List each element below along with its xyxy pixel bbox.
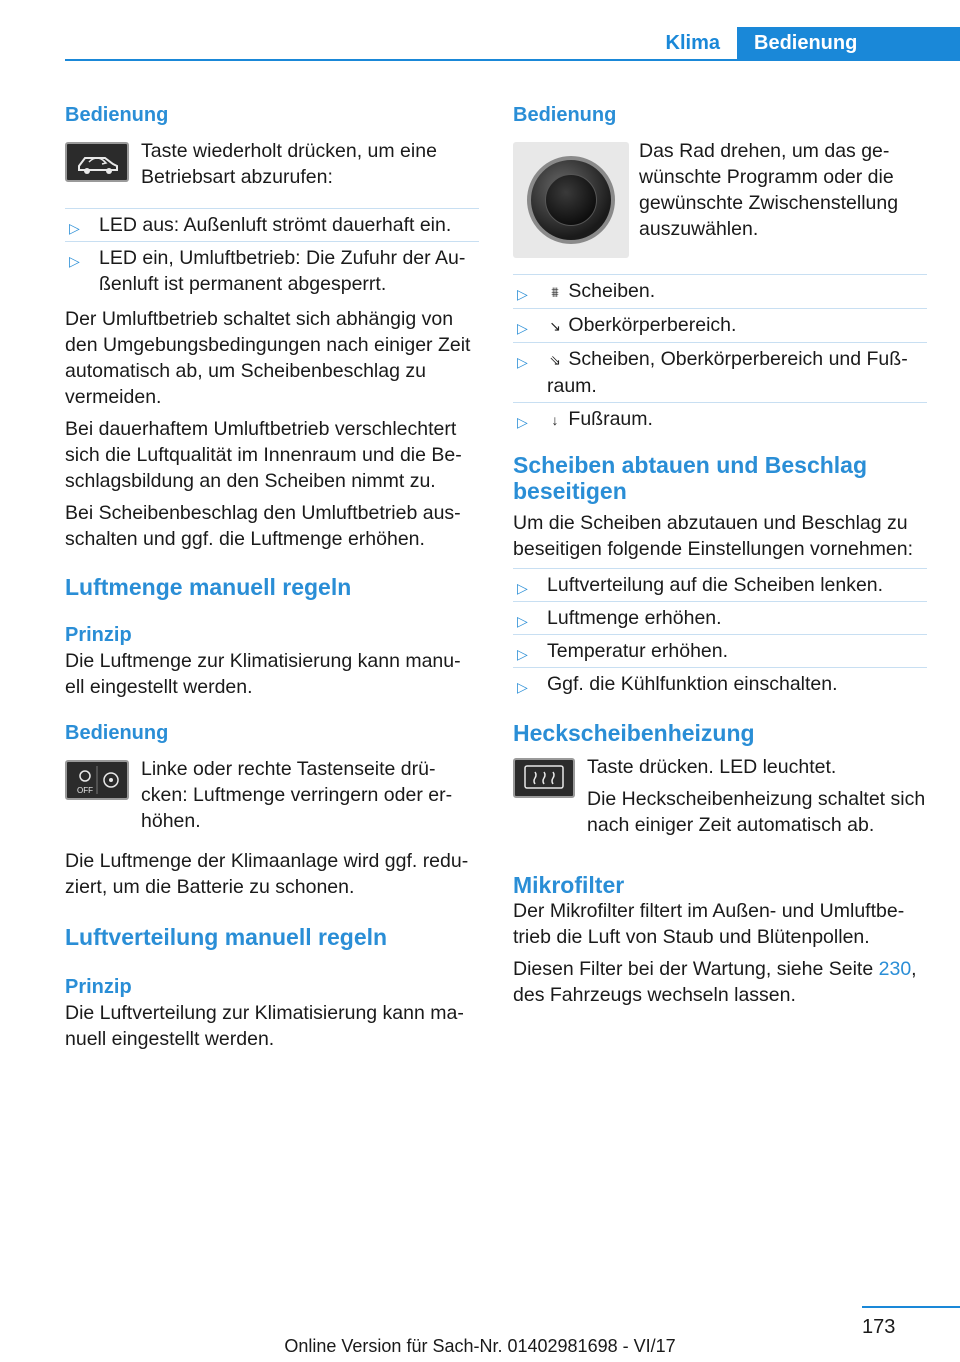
paragraph: Die Luftmenge zur Klimatisierung kann manu-ell eingestellt werden. xyxy=(65,650,461,698)
triangle-bullet-icon: ▷ xyxy=(517,320,528,336)
paragraph: Der Umluftbetrieb schaltet sich abhängig von den Umgebungsbedingungen nach einiger Zeit automatisch ab, um Scheibenbeschlag zu vermeiden. xyxy=(65,308,471,408)
recirculation-text: Taste wiederholt drücken, um eine Betriebsart abzurufen: xyxy=(141,140,437,188)
triangle-bullet-icon: ▷ xyxy=(517,646,528,662)
paragraph: Die Luftverteilung zur Klimatisierung kann ma-nuell eingestellt werden. xyxy=(65,1002,464,1050)
fan-button-icon xyxy=(65,760,129,800)
subheading-prinzip: Prinzip xyxy=(65,624,132,646)
paragraph: Die Luftmenge der Klimaanlage wird ggf. redu-ziert, um die Batterie zu schonen. xyxy=(65,850,469,898)
list-item: ▷ LED ein, Umluftbetrieb: Die Zufuhr der Au-ßenluft ist permanent abgesperrt. xyxy=(65,241,479,300)
header-chapter[interactable]: Bedienung xyxy=(737,27,960,61)
section-title-heckscheibe: Heckscheibenheizung xyxy=(513,720,755,746)
distribution-block xyxy=(513,138,927,274)
footer-divider xyxy=(862,1306,960,1308)
list-item: ▷ Luftverteilung auf die Scheiben lenken. xyxy=(513,568,927,601)
footer-text: Online Version für Sach-Nr. 01402981698 - VI/17 xyxy=(284,1336,676,1356)
triangle-bullet-icon: ▷ xyxy=(517,414,528,430)
list-item: ▷ LED aus: Außenluft strömt dauerhaft ein. xyxy=(65,208,479,241)
recirculation-block xyxy=(65,138,479,198)
paragraph: Bei dauerhaftem Umluftbetrieb verschlechtert sich die Luftqualität im Innenraum und die Be-schlagsbildung an den Scheiben nimmt zu. xyxy=(65,418,462,492)
subheading-prinzip: Prinzip xyxy=(65,976,132,998)
triangle-bullet-icon: ▷ xyxy=(69,220,80,236)
list-item: ▷ Ggf. die Kühlfunktion einschalten. xyxy=(513,667,927,700)
defrost-bullets xyxy=(513,568,927,700)
fan-text: Linke oder rechte Tastenseite drü-cken: Luftmenge verringern oder er-höhen. xyxy=(141,758,453,832)
distribution-bullets xyxy=(513,274,927,436)
list-item: ▷ ⩩ Scheiben. xyxy=(513,274,927,308)
triangle-bullet-icon: ▷ xyxy=(69,253,80,269)
section-title-abtauen: Scheiben abtauen und Beschlag beseitigen xyxy=(513,452,868,504)
recirculation-button-icon xyxy=(65,142,129,182)
triangle-bullet-icon: ▷ xyxy=(517,679,528,695)
upper-body-icon: ↘ xyxy=(549,318,561,334)
subheading-bedienung: Bedienung xyxy=(65,722,169,744)
fan-block xyxy=(65,756,479,834)
windshield-icon: ⩩ xyxy=(551,284,559,300)
rear-defrost-line1: Taste drücken. LED leuchtet. xyxy=(587,756,837,778)
paragraph: Der Mikrofilter filtert im Außen- und Umluftbe-trieb die Luft von Staub und Blütenpollen. xyxy=(513,900,905,948)
windshield-body-feet-icon: ⇘ xyxy=(549,352,561,368)
list-item: ▷ Luftmenge erhöhen. xyxy=(513,601,927,634)
rotary-knob-icon xyxy=(513,142,629,258)
footwell-icon: ↓ xyxy=(551,412,559,428)
list-item: ▷ ↓ Fußraum. xyxy=(513,402,927,436)
knob-text: Das Rad drehen, um das ge-wünschte Programm oder die gewünschte Zwischenstellung auszuwählen. xyxy=(639,140,899,240)
rear-defrost-block xyxy=(513,754,927,838)
paragraph: Um die Scheiben abzutauen und Beschlag zu beseitigen folgende Einstellungen vornehmen: xyxy=(513,512,914,560)
section-title-luftverteilung: Luftverteilung manuell regeln xyxy=(65,924,388,950)
list-item: ▷ Temperatur erhöhen. xyxy=(513,634,927,667)
page-link[interactable]: 230 xyxy=(878,958,912,980)
subheading-bedienung: Bedienung xyxy=(65,104,169,126)
paragraph: Diesen Filter bei der Wartung, siehe Seite 230, des Fahrzeugs wechseln lassen. xyxy=(513,958,917,1006)
svg-text:OFF: OFF xyxy=(77,786,93,795)
triangle-bullet-icon: ▷ xyxy=(517,286,528,302)
page-number: 173 xyxy=(862,1316,896,1338)
triangle-bullet-icon: ▷ xyxy=(517,354,528,370)
page-header xyxy=(65,27,960,61)
section-title-luftmenge: Luftmenge manuell regeln xyxy=(65,574,352,600)
recirculation-bullets xyxy=(65,208,479,300)
section-title-mikrofilter: Mikrofilter xyxy=(513,872,625,898)
triangle-bullet-icon: ▷ xyxy=(517,613,528,629)
list-item: ▷ ↘ Oberkörperbereich. xyxy=(513,308,927,342)
right-column xyxy=(513,102,927,1008)
header-section[interactable]: Klima xyxy=(665,32,720,54)
subheading-bedienung: Bedienung xyxy=(513,104,617,126)
rear-window-defrost-icon xyxy=(513,758,575,798)
left-column xyxy=(65,102,479,1052)
list-item: ▷ ⇘ Scheiben, Oberkörperbereich und Fuß-raum. xyxy=(513,342,927,402)
triangle-bullet-icon: ▷ xyxy=(517,580,528,596)
rear-defrost-line2: Die Heckscheibenheizung schaltet sich nach einiger Zeit automatisch ab. xyxy=(587,788,926,836)
paragraph: Bei Scheibenbeschlag den Umluftbetrieb aus-schalten und ggf. die Luftmenge erhöhen. xyxy=(65,502,461,550)
